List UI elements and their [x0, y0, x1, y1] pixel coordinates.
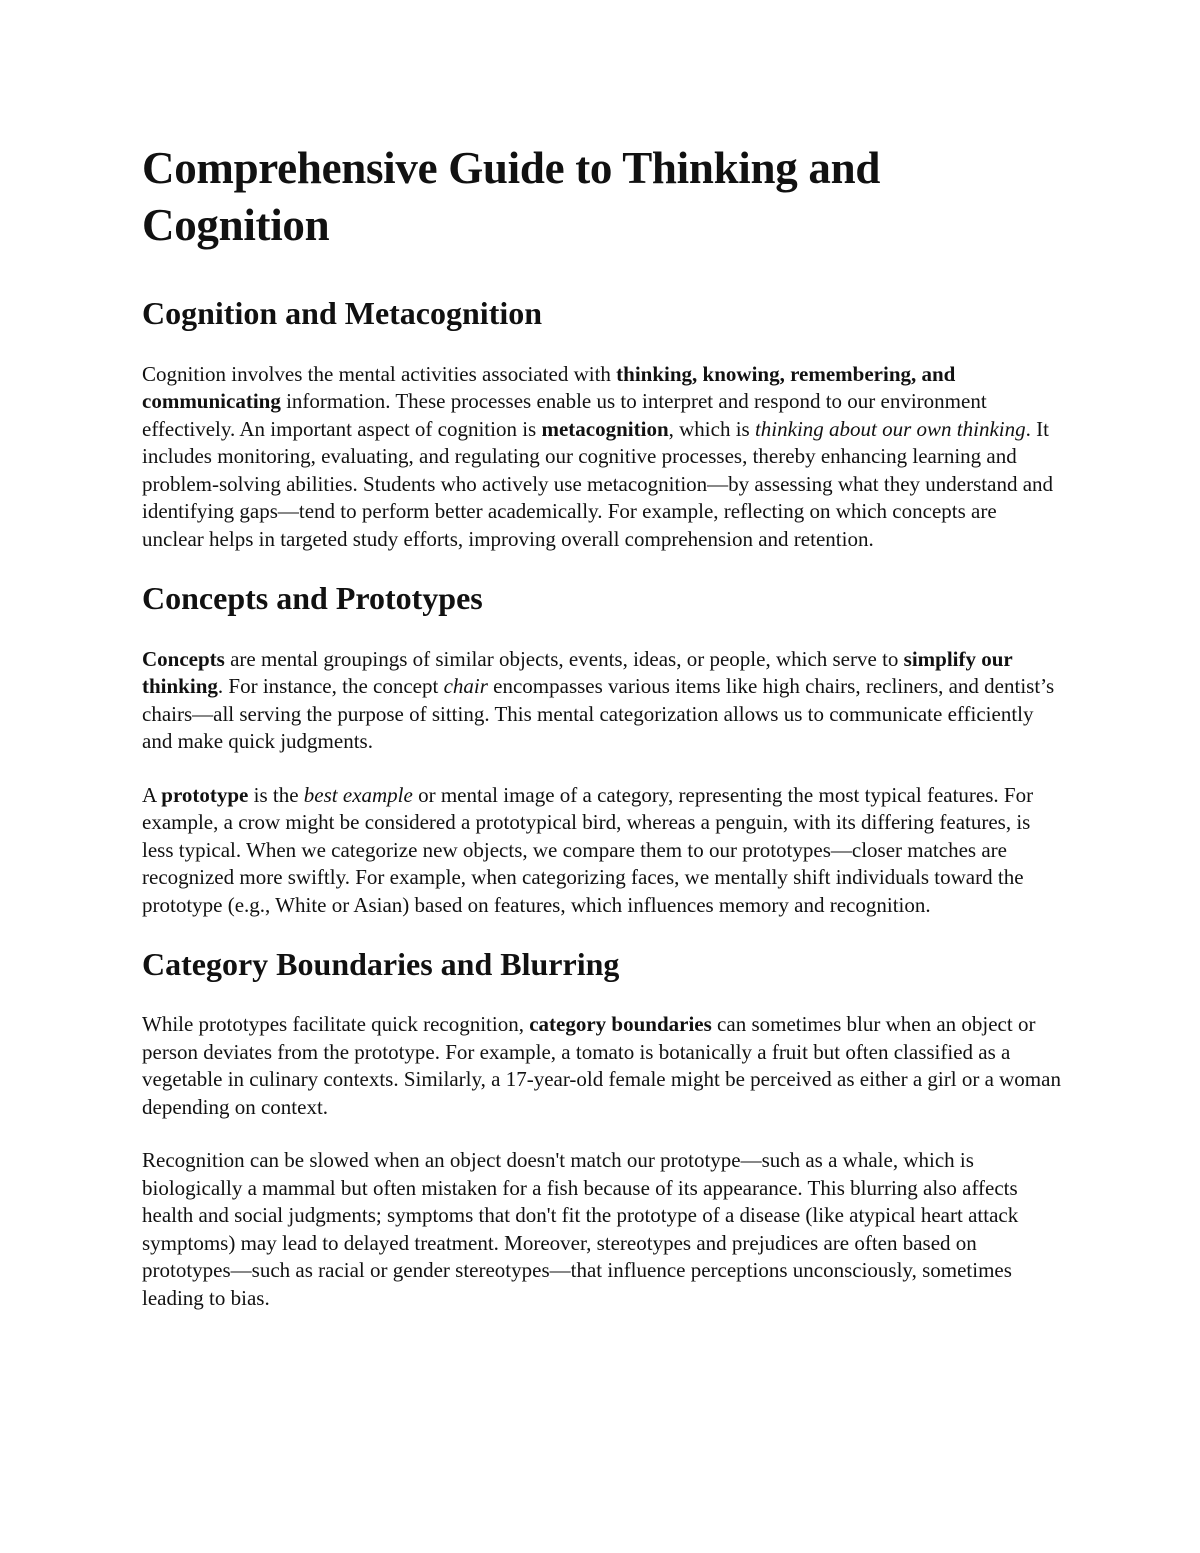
- paragraph: [142, 646, 1062, 756]
- section-category-boundaries: [142, 945, 1062, 1312]
- text-run: encompasses various items like high chairs, recliners, and dentist’s chairs—all serving the purpose of sitting. This mental categorization allows us to communicate efficiently and make quick judgments.: [142, 674, 1055, 754]
- text-run: is the: [248, 782, 304, 807]
- bold-term: prototype: [161, 782, 249, 807]
- text-run: While prototypes facilitate quick recognition,: [142, 1012, 530, 1037]
- section-cognition-metacognition: [142, 294, 1062, 553]
- bold-term: Concepts: [142, 646, 225, 671]
- text-run: information. These processes enable us to interpret and respond to our environment effectively. An important aspect of cognition is: [142, 389, 987, 441]
- bold-term: metacognition: [541, 416, 669, 441]
- text-run: Recognition can be slowed when an object doesn't match our prototype—such as a whale, which is biologically a mammal but often mistaken for a fish because of its appearance. This blurring also affects health and social judgments; symptoms that don't fit the prototype of a disease (like atypical heart attack symptoms) may lead to delayed treatment. Moreover, stereotypes and prejudices are often based on prototypes—such as racial or gender stereotypes—that influence perceptions unconsciously, sometimes leading to bias.: [142, 1148, 1019, 1310]
- bold-term: thinking, knowing, remembering, and communicating: [142, 361, 956, 414]
- text-run: . For instance, the concept: [217, 674, 444, 699]
- text-run: can sometimes blur when an object or person deviates from the prototype. For example, a tomato is botanically a fruit but often classified as a vegetable in culinary contexts. Similarly, a 17-year-old female might be perceived as either a girl or a woman depending on context.: [142, 1012, 1061, 1119]
- italic-term: best example: [303, 782, 413, 807]
- italic-term: thinking about our own thinking: [754, 416, 1026, 441]
- paragraph: [142, 1147, 1062, 1312]
- section-concepts-prototypes: [142, 579, 1062, 919]
- text-run: are mental groupings of similar objects, events, ideas, or people, which serve to: [224, 646, 904, 671]
- bold-term: category boundaries: [529, 1012, 712, 1037]
- text-run: Cognition involves the mental activities associated with: [142, 361, 617, 386]
- italic-term: chair: [443, 674, 488, 699]
- bold-term: simplify our thinking: [142, 646, 1013, 699]
- paragraph: [142, 1011, 1062, 1121]
- section-heading: Category Boundaries and Blurring: [142, 946, 620, 983]
- section-heading: Cognition and Metacognition: [142, 295, 543, 332]
- paragraph: [142, 782, 1062, 920]
- text-run: or mental image of a category, representing the most typical features. For example, a crow might be considered a prototypical bird, whereas a penguin, with its differing features, is less typical. When we categorize new objects, we compare them to our prototypes—closer matches are recognized more swiftly. For example, when categorizing faces, we mentally shift individuals toward the prototype (e.g., White or Asian) based on features, which influences memory and recognition.: [142, 782, 1034, 917]
- document-page: [142, 140, 1062, 1338]
- text-run: , which is: [668, 416, 755, 441]
- text-run: A: [142, 782, 162, 807]
- text-run: . It includes monitoring, evaluating, and regulating our cognitive processes, thereby enhancing learning and problem-solving abilities. Students who actively use metacognition—by assessing what they understand and identifying gaps—tend to perform better academically. For example, reflecting on which concepts are unclear helps in targeted study efforts, improving overall comprehension and retention.: [142, 416, 1054, 551]
- document-title: Comprehensive Guide to Thinking and Cognition: [142, 143, 881, 251]
- section-heading: Concepts and Prototypes: [142, 580, 483, 617]
- paragraph: [142, 361, 1062, 554]
